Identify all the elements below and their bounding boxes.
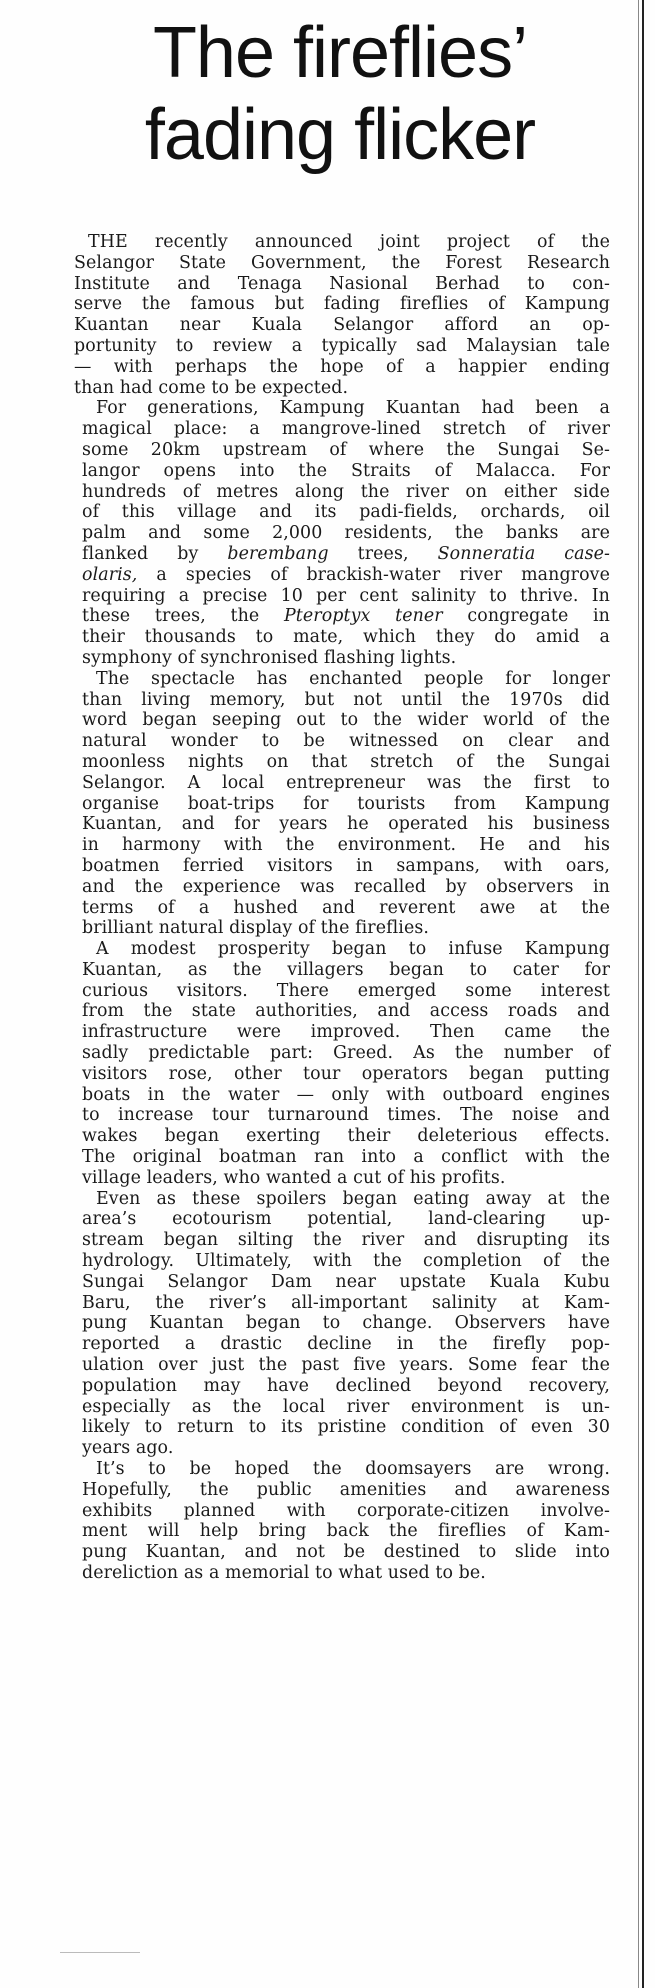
text-line: and the experience was recalled by observers in: [82, 876, 610, 897]
text-line: For generations, Kampung Kuantan had been a: [96, 398, 610, 419]
paragraph-5: [62, 1189, 610, 1459]
text-line: Institute and Tenaga Nasional Berhad to con-: [74, 273, 610, 294]
text-line: Even as these spoilers began eating away at the: [96, 1188, 610, 1209]
text-line: THE recently announced joint project of the: [88, 232, 610, 252]
text-line-mixed: [62, 544, 610, 565]
text-line: reported a drastic decline in the firefly pop-: [82, 1334, 610, 1355]
text-line: Baru, the river’s all-important salinity at Kam-: [82, 1292, 610, 1313]
text-line: population may have declined beyond recovery,: [82, 1375, 610, 1396]
text-line: years ago.: [82, 1438, 174, 1459]
italic-term: berembang: [227, 543, 329, 564]
text-line: than had come to be expected.: [74, 377, 349, 398]
paragraph-6: [62, 1459, 610, 1584]
text-line: requiring a precise 10 per cent salinity to thrive. In: [82, 585, 610, 606]
paragraph-3: [62, 669, 610, 939]
headline-line-1: The fireflies’: [152, 13, 528, 93]
text-line: boats in the water — only with outboard engines: [82, 1084, 610, 1105]
text-line: to increase tour turnaround times. The noise and: [82, 1105, 610, 1126]
headline: [60, 12, 620, 176]
text-run: flanked by: [82, 543, 199, 564]
text-line: Sungai Selangor Dam near upstate Kuala Kubu: [82, 1271, 610, 1292]
text-line: their thousands to mate, which they do amid a: [82, 627, 610, 648]
text-line: visitors rose, other tour operators began putting: [82, 1063, 610, 1084]
text-line: some 20km upstream of where the Sungai Se-: [82, 439, 610, 460]
italic-term: Sonneratia case-: [437, 543, 610, 564]
text-line: dereliction as a memorial to what used to be.: [82, 1563, 486, 1583]
text-line: from the state authorities, and access roads and: [82, 1001, 610, 1022]
text-line: It’s to be hoped the doomsayers are wrong.: [96, 1459, 610, 1480]
text-line: of this village and its padi-fields, orchards, oil: [82, 502, 610, 523]
text-line: The original boatman ran into a conflict with the: [82, 1147, 610, 1168]
text-line: Kuantan, and for years he operated his business: [82, 814, 610, 835]
text-run: congregate in: [467, 606, 610, 627]
text-line: ulation over just the past five years. Some fear the: [82, 1355, 610, 1376]
column-rule: [642, 0, 644, 1988]
text-line: natural wonder to be witnessed on clear and: [82, 731, 610, 752]
text-run: a species of brackish-water river mangrove: [156, 564, 610, 585]
text-line: hydrology. Ultimately, with the completion of the: [82, 1251, 610, 1272]
text-line: Selangor State Government, the Forest Research: [74, 252, 610, 273]
text-line: especially as the local river environment is un-: [82, 1396, 610, 1417]
text-line: wakes began exerting their deleterious effects.: [82, 1126, 610, 1147]
text-line: Kuantan near Kuala Selangor afford an op-: [74, 315, 610, 336]
text-line: Selangor. A local entrepreneur was the first to: [82, 772, 610, 793]
text-line: symphony of synchronised flashing lights.: [82, 647, 457, 668]
italic-term: olaris,: [82, 564, 138, 585]
paragraph-2: [62, 398, 610, 668]
text-line: terms of a hushed and reverent awe at the: [82, 897, 610, 918]
text-line: exhibits planned with corporate-citizen involve-: [82, 1500, 610, 1521]
text-line-mixed: [62, 565, 610, 586]
paragraph-1: [62, 232, 610, 398]
text-line: Kuantan, as the villagers began to cater for: [82, 959, 610, 980]
text-run: these trees, the: [82, 606, 260, 627]
text-line: ment will help bring back the fireflies of Kam-: [82, 1521, 610, 1542]
scan-artifact: [60, 1952, 140, 1953]
text-line: — with perhaps the hope of a happier ending: [74, 356, 610, 377]
headline-line-2: fading flicker: [144, 95, 536, 175]
text-line: langor opens into the Straits of Malacca. For: [82, 460, 610, 481]
paragraph-4: [62, 939, 610, 1189]
text-line: infrastructure were improved. Then came the: [82, 1022, 610, 1043]
text-line: Hopefully, the public amenities and awareness: [82, 1479, 610, 1500]
text-line: The spectacle has enchanted people for longer: [96, 668, 610, 689]
text-line: pung Kuantan, and not be destined to slide into: [82, 1542, 610, 1563]
italic-term: Pteroptyx tener: [284, 606, 443, 627]
text-line: area’s ecotourism potential, land-clearing up-: [82, 1209, 610, 1230]
text-line: portunity to review a typically sad Malaysian tale: [74, 335, 610, 356]
text-line: likely to return to its pristine condition of even 30: [82, 1417, 610, 1438]
text-run: trees,: [357, 543, 409, 564]
text-line: hundreds of metres along the river on either side: [82, 481, 610, 502]
text-line: organise boat-trips for tourists from Kampung: [82, 793, 610, 814]
text-line: boatmen ferried visitors in sampans, with oars,: [82, 855, 610, 876]
text-line: word began seeping out to the wider world of the: [82, 710, 610, 731]
text-line: curious visitors. There emerged some interest: [82, 980, 610, 1001]
text-line: pung Kuantan began to change. Observers have: [82, 1313, 610, 1334]
text-line: stream began silting the river and disrupting its: [82, 1230, 610, 1251]
text-line: A modest prosperity began to infuse Kampung: [96, 939, 610, 960]
text-line: village leaders, who wanted a cut of his profits.: [82, 1167, 506, 1188]
text-line-mixed: [62, 606, 610, 627]
text-line: sadly predictable part: Greed. As the number of: [82, 1043, 610, 1064]
text-line: than living memory, but not until the 1970s did: [82, 689, 610, 710]
text-line: serve the famous but fading fireflies of Kampung: [74, 294, 610, 315]
text-line: in harmony with the environment. He and his: [82, 835, 610, 856]
article-body: [62, 232, 610, 1584]
text-line: brilliant natural display of the fireflies.: [82, 918, 429, 939]
text-line: magical place: a mangrove-lined stretch of river: [82, 419, 610, 440]
text-line: moonless nights on that stretch of the Sungai: [82, 751, 610, 772]
text-line: palm and some 2,000 residents, the banks are: [82, 523, 610, 544]
column-rule-thin: [638, 0, 639, 1988]
